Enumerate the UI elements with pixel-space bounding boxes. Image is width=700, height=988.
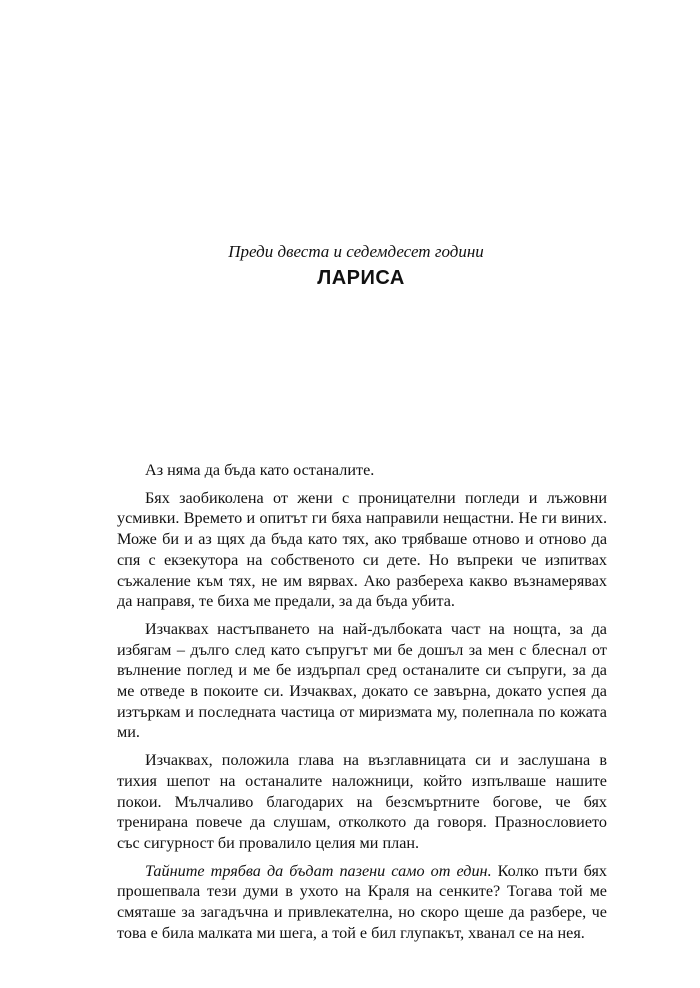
chapter-heading (0, 240, 700, 291)
chapter-subtitle: Преди двеста и седемдесет години (228, 242, 484, 261)
chapter-title: ЛАРИСА (317, 267, 405, 289)
paragraph-4: Изчаквах, положила глава на възглавницата си и заслушана в тихия шепот на останалите наложници, който изпълваше нашите покои. Мълчаливо благодарих на безсмъртните богове, че бях тренирана повече да слушам, отколкото да говоря. Празнословието със сигурност би провалило целия ми план. (117, 751, 607, 852)
paragraph-2: Бях заобиколена от жени с проницателни погледи и лъжовни усмивки. Времето и опитът ги бяха направили нещастни. Не ги виних. Може би и аз щях да бъда като тях, ако трябваше отново и отново да спя с екзекутора на собственото си дете. Но въпреки че изпитвах съжаление към тях, не им вярвах. Ако разбереха какво възнамерявах да направя, те биха ме предали, за да бъда убита. (117, 488, 607, 611)
paragraph-3: Изчаквах настъпването на най-дълбоката част на нощта, за да избягам – дълго след като съпругът ми бе дошъл за мен с блеснал от вълнение поглед и ме бе издърпал сред останалите си съпруги, за да ме отведе в покоите си. Изчаквах, докато се завърна, докато успея да изтъркам и последната частица от миризмата му, полепнала по кожата ми. (117, 619, 607, 742)
paragraph-5-italic: Тайните трябва да бъдат пазени само от един. (145, 861, 492, 880)
paragraph-5-rest: Колко пъти бях прошепвала тези думи в ухото на Краля на сенките? Тогава той ме смяташе за загадъчна и привлекателна, но скоро щеше да разбере, че това е била малката ми шега, а той е бил глупакът, хванал се на нея. (117, 861, 608, 942)
paragraph-1: Аз няма да бъда като останалите. (145, 461, 375, 479)
paragraph-5 (117, 861, 607, 944)
body-text (117, 460, 607, 943)
